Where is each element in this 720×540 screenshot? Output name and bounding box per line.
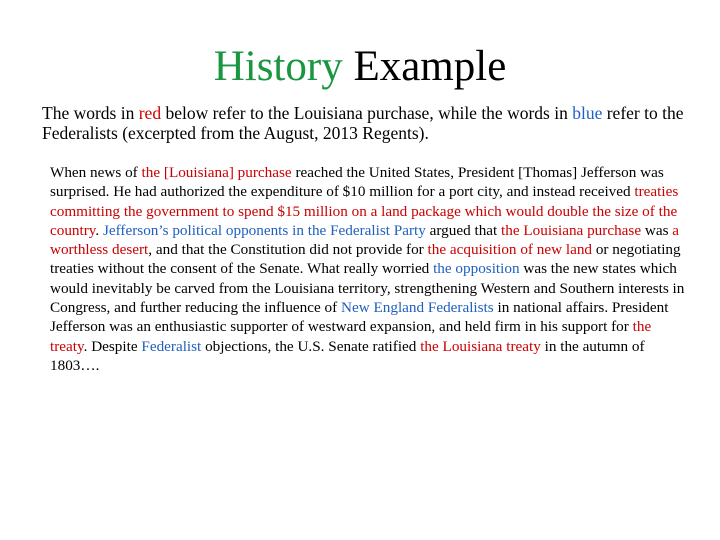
excerpt-text: objections, the U.S. Senate ratified: [201, 337, 421, 355]
louisiana-purchase-phrase: the acquisition of new land: [427, 241, 593, 259]
intro-red-word: red: [138, 103, 162, 123]
excerpt-text: reached the United States, President [Thomas] Jefferson was surprised. He had authorized the expenditure of $10 million for a port city, and instead received: [50, 164, 664, 201]
louisiana-purchase-phrase: the Louisiana purchase: [501, 221, 642, 239]
louisiana-purchase-phrase: a worthless desert: [50, 221, 680, 259]
title-rest-word: Example: [353, 43, 507, 90]
intro-text: below refer to the Louisiana purchase, while the words in: [161, 103, 573, 123]
excerpt-text: or negotiating treaties without the consent of the Senate. What really worried: [50, 241, 681, 278]
federalist-phrase: Federalist: [141, 337, 202, 355]
excerpt-text: was: [641, 221, 673, 239]
intro-text: The words in: [42, 103, 139, 123]
excerpt-text: .: [95, 221, 103, 239]
intro-blue-word: blue: [572, 103, 603, 123]
excerpt-text: in the autumn of 1803….: [50, 337, 645, 374]
excerpt-text: argued that: [425, 221, 502, 239]
excerpt-text: in national affairs. President Jefferson was an enthusiastic supporter of westward expansion, and held firm in his support for: [50, 299, 669, 336]
louisiana-purchase-phrase: treaties committing the government to spend $15 million on a land package which would double the size of the country: [50, 183, 679, 239]
louisiana-purchase-phrase: the Louisiana treaty: [420, 337, 541, 355]
excerpt-text: , and that the Constitution did not provide for: [148, 241, 428, 259]
federalist-phrase: New England Federalists: [341, 299, 494, 317]
title-accent-word: History: [213, 43, 343, 90]
louisiana-purchase-phrase: the [Louisiana] purchase: [141, 164, 292, 181]
excerpt-text: . Despite: [83, 337, 142, 355]
intro-text: refer to the Federalists (excerpted from the August, 2013 Regents).: [42, 103, 684, 143]
louisiana-purchase-phrase: the treaty: [50, 318, 652, 355]
excerpt-paragraph: [50, 163, 686, 375]
excerpt-text: was the new states which would inevitably be carved from the Louisiana territory, strengthening Western and Southern interests in Congress, and further reducing the influence of: [50, 260, 685, 317]
excerpt-text: When news of: [50, 164, 142, 181]
intro-paragraph: [42, 103, 692, 143]
federalist-phrase: Jefferson’s political opponents in the Federalist Party: [103, 221, 426, 239]
federalist-phrase: the opposition: [433, 260, 520, 278]
slide-title: [0, 38, 720, 96]
